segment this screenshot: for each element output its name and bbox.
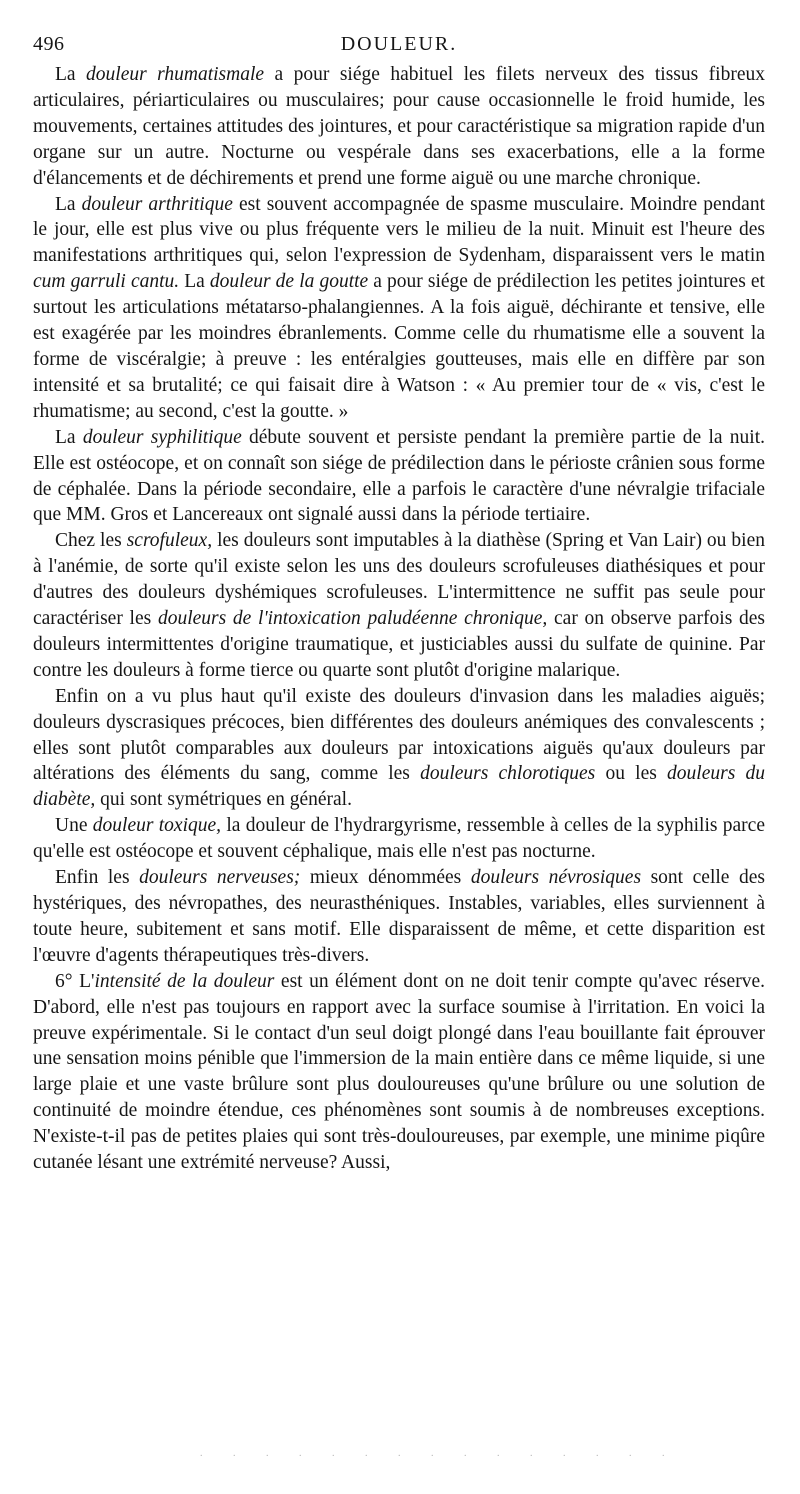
text-run: sont celle des hystériques, des névropathes, des neurasthéniques. Instables, variables, elles surviennent à toute heure, subitement et sans motif. Elle disparaissent de même, et cette disparition est l'œuvre d'agents thérapeutiques très-divers. bbox=[33, 867, 765, 966]
italic-phrase: douleur toxique, bbox=[92, 815, 222, 837]
text-run: est souvent accompagnée de spasme musculaire. Moindre pendant le jour, elle est plus vive ou plus fréquente vers le milieu de la nuit. Minuit est l'heure des manifestations arthritiques qui, selon l'expression de Sydenham, disparaissent vers le matin bbox=[33, 193, 765, 267]
text-run: débute souvent et persiste pendant la première partie de la nuit. Elle est ostéocope, et on connaît son siége de prédilection dans le périoste crânien sous forme de céphalée. Dans la période secondaire, elle a parfois le caractère d'une névralgie trifaciale que MM. Gros et Lancereaux ont signalé aussi dans la période tertiaire. bbox=[33, 426, 765, 526]
italic-phrase: intensité de la douleur bbox=[94, 970, 275, 992]
paragraph-toxic-pain bbox=[33, 813, 765, 865]
text-run: la douleur de l'hydrargyrisme, ressemble à celles de la syphilis parce qu'elle est ostéocope et souvent céphalique, mais elle n'est pas nocturne. bbox=[33, 815, 765, 863]
text-run: La bbox=[55, 64, 87, 85]
text-run: a pour siége de prédilection les petites jointures et surtout les articulations métatarso-phalangiennes. A la fois aiguë, déchirante et tensive, elle est exagérée par les moindres ébranlements. Comme celle du rhumatisme elle a souvent la forme de viscéralgie; à preuve : les entéralgies goutteuses, mais elle en diffère par son intensité et sa brutalité; ce qui faisait dire à Watson : « Au premier tour de « vis, c'est le rhumatisme; au second, c'est la goutte. » bbox=[33, 271, 765, 422]
text-run: Une bbox=[55, 815, 93, 837]
italic-phrase: cum garruli cantu. bbox=[33, 271, 180, 293]
paragraph-nervous-pain bbox=[33, 865, 765, 969]
italic-phrase: douleurs chlorotiques bbox=[420, 763, 596, 785]
text-run: les douleurs sont imputables à la diathèse (Spring et Van Lair) ou bien à l'anémie, de sorte qu'il existe selon les uns des douleurs scrofuleuses diathésiques et pour d'autres des douleurs dyshémiques scrofuleuses. L'intermittence ne suffit pas seule pour caractériser les bbox=[33, 530, 765, 630]
italic-phrase: douleur arthritique bbox=[81, 193, 233, 215]
italic-phrase: scrofuleux, bbox=[126, 530, 213, 552]
text-run: est un élément dont on ne doit tenir compte qu'avec réserve. D'abord, elle n'est pas toujours en rapport avec la surface soumise à l'irritation. En voici la preuve expérimentale. Si le contact d'un seul doigt plongé dans l'eau bouillante fait éprouver une sensation moins pénible que l'immersion de la main entière dans ce même liquide, si une large plaie et une vaste brûlure sont plus douloureuses qu'une brûlure ou une solution de continuité de moindre étendue, ces phénomènes sont soumis à de nombreuses exceptions. N'existe-t-il pas de petites plaies qui sont très-douloureuses, par exemple, une minime piqûre cutanée lésant une extrémité nerveuse? Aussi, bbox=[33, 970, 765, 1174]
paragraph-invasion-pain bbox=[33, 684, 765, 814]
italic-phrase: douleurs névrosiques bbox=[470, 867, 642, 889]
scan-bleed-marks: . . . . . . . . . . . . . . . bbox=[200, 1448, 679, 1459]
running-head bbox=[33, 30, 765, 58]
paragraph-syphilitic-pain bbox=[33, 425, 765, 529]
paragraph-scrofulous-pain bbox=[33, 528, 765, 683]
text-run: ou les bbox=[595, 763, 668, 785]
text-run: qui sont symétriques en général. bbox=[95, 789, 352, 811]
text-run: Chez les bbox=[55, 530, 127, 552]
text-run: car on observe parfois des douleurs intermittentes d'origine traumatique, et justiciables aussi du sulfate de quinine. Par contre les douleurs à forme tierce ou quarte sont plutôt d'origine malarique. bbox=[33, 608, 765, 681]
page-number: 496 bbox=[33, 33, 65, 55]
running-title: DOULEUR. bbox=[340, 33, 458, 55]
italic-phrase: douleurs nerveuses; bbox=[139, 867, 301, 889]
text-run: mieux dénommées bbox=[300, 867, 471, 889]
body-text bbox=[33, 62, 765, 1176]
italic-phrase: douleur rhumatismale bbox=[86, 64, 265, 85]
text-run: La bbox=[179, 271, 210, 293]
italic-phrase: douleur syphilitique bbox=[82, 426, 242, 448]
paragraph-rheumatic-pain bbox=[33, 62, 765, 192]
italic-phrase: douleurs de l'intoxication paludéenne chronique, bbox=[157, 608, 548, 630]
text-run: Enfin on a vu plus haut qu'il existe des douleurs d'invasion dans les maladies aiguës; douleurs dyscrasiques précoces, bien différentes des douleurs anémiques des convalescents ; elles sont plutôt comparables aux douleurs par intoxications aiguës qu'aux douleurs par altérations des éléments du sang, comme les bbox=[33, 685, 765, 785]
text-run: Enfin les bbox=[55, 867, 140, 889]
paragraph-pain-intensity bbox=[33, 969, 765, 1176]
text-run: La bbox=[55, 193, 82, 215]
italic-phrase: douleurs du diabète, bbox=[33, 763, 765, 811]
text-run: a pour siége habituel les filets nerveux des tissus fibreux articulaires, périarticulaires ou musculaires; pour cause occasionnelle le froid humide, les mouvements, certaines attitudes des jointures, et pour caractéristique sa migration rapide d'un organe sur un autre. Nocturne ou vespérale dans ses exacerbations, elle a la forme d'élancements et de déchirements et prend une forme aiguë ou une marche chronique. bbox=[33, 64, 765, 189]
text-run: 6° L' bbox=[55, 970, 95, 992]
text-run: La bbox=[55, 426, 83, 448]
italic-phrase: douleur de la goutte bbox=[209, 271, 369, 293]
paragraph-arthritic-pain bbox=[33, 192, 765, 425]
